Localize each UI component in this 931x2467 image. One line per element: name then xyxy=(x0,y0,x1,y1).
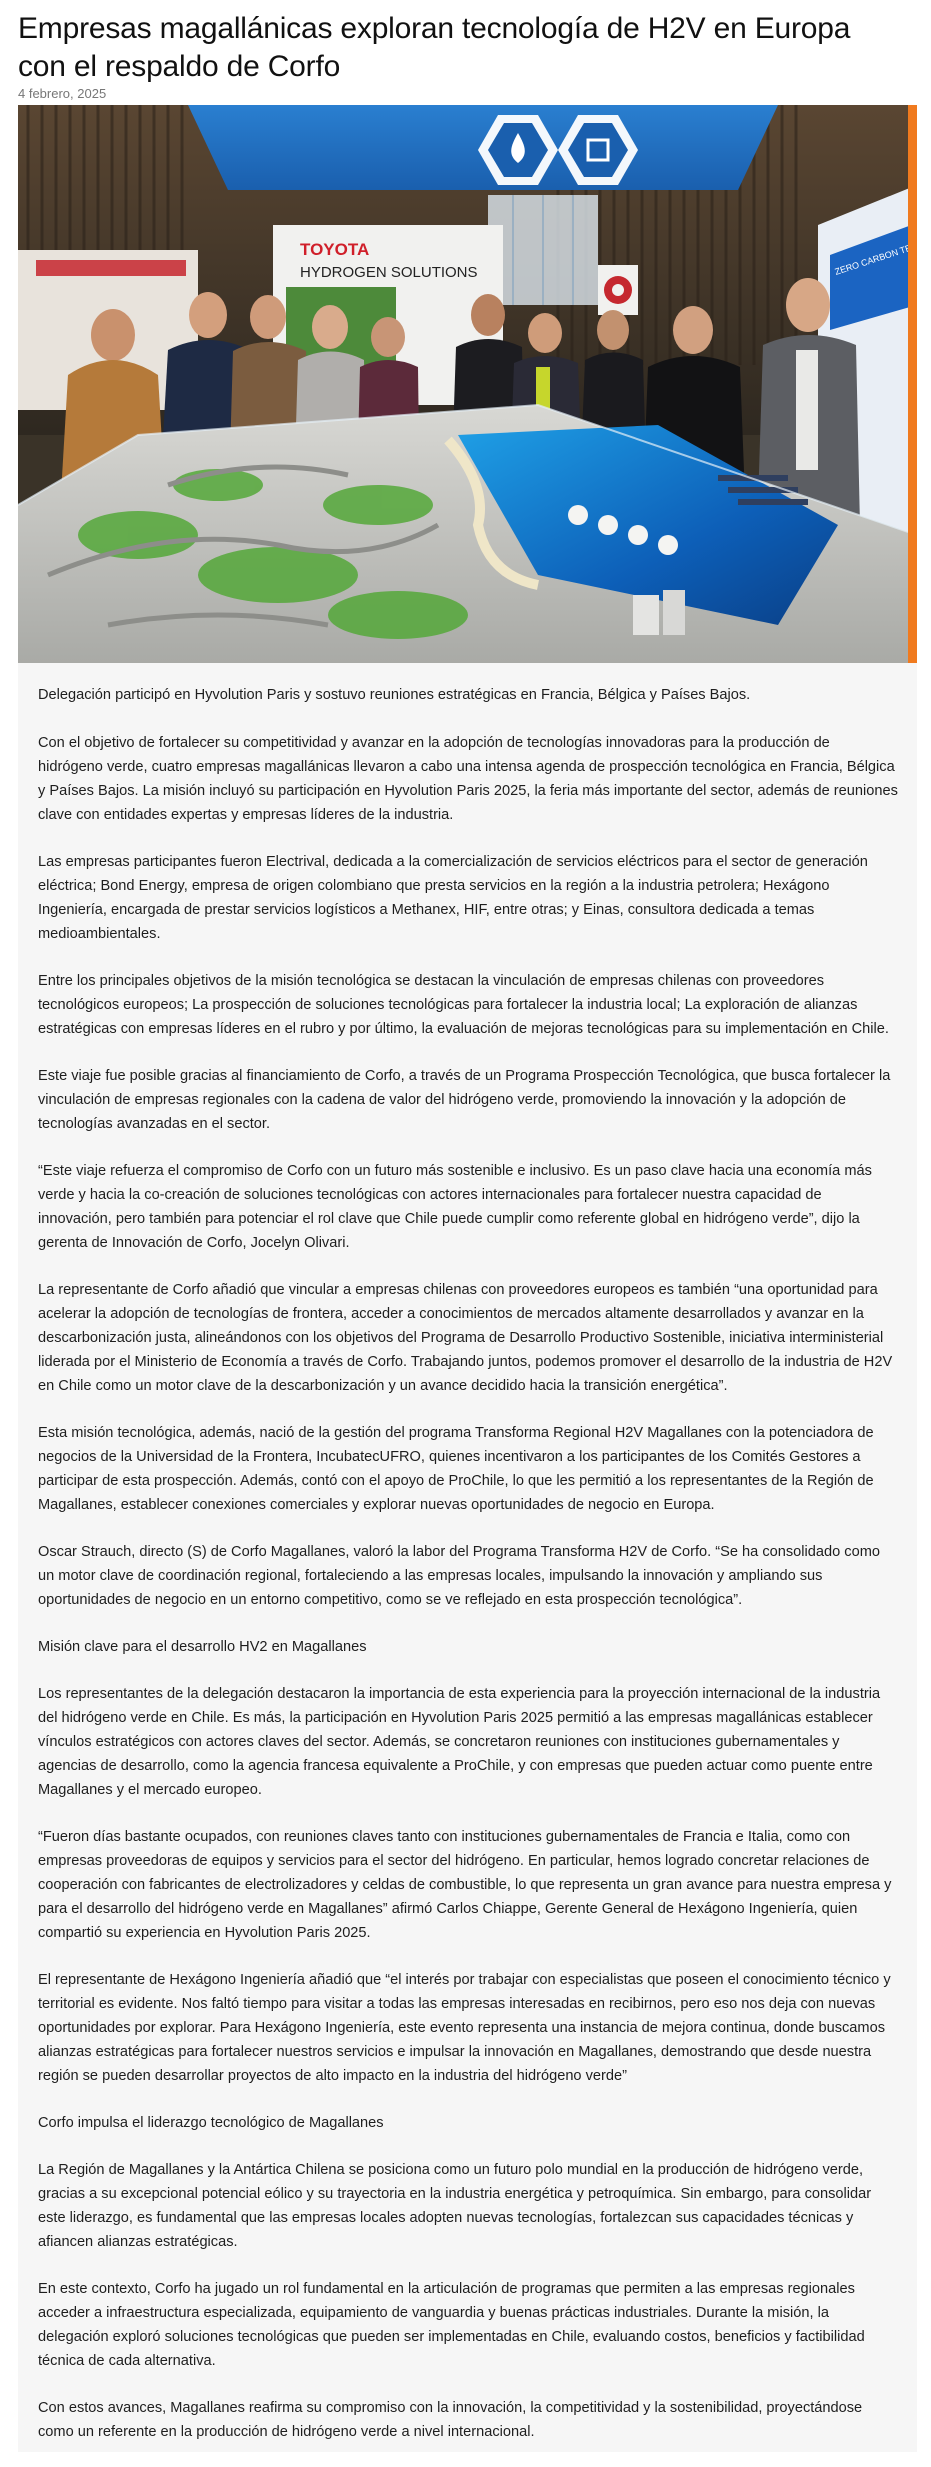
section-heading: Misión clave para el desarrollo HV2 en Magallanes xyxy=(38,1639,367,1655)
article-paragraph: Las empresas participantes fueron Electrival, dedicada a la comercialización de servicios eléctricos para el sector de generación eléctrica; Bond Energy, empresa de origen colombiano que presta servicios en la región a la industria petrolera; Hexágono Ingeniería, encargada de prestar servicios logísticos a Methanex, HIF, entre otras; y Einas, consultora dedicada a temas medioambientales. xyxy=(38,854,868,942)
article-paragraph: En este contexto, Corfo ha jugado un rol fundamental en la articulación de programas que permiten a las empresas regionales acceder a infraestructura especializada, equipamiento de vanguardia y buenas prácticas industriales. Durante la misión, la delegación exploró soluciones tecnológicas que pueden ser implementadas en Chile, evaluando costos, beneficios y factibilidad técnica de cada alternativa. xyxy=(38,2281,865,2369)
article-date: 4 febrero, 2025 xyxy=(18,86,107,101)
article-paragraph: Los representantes de la delegación destacaron la importancia de esta experiencia para la proyección internacional de la industria del hidrógeno verde en Chile. Es más, la participación en Hyvolution Paris 2025 permitió a las empresas magallánicas establecer vínculos estratégicos con actores claves del sector. Además, se concretaron reuniones con instituciones gubernamentales y agencias de desarrollo, como la agencia francesa equivalente a ProChile, y con empresas que pueden actuar como puente entre Magallanes y el mercado europeo. xyxy=(38,1686,881,1798)
article-title: Empresas magallánicas exploran tecnología de H2V en Europa con el respaldo de Corfo xyxy=(18,12,851,83)
article-paragraph: Con el objetivo de fortalecer su competitividad y avanzar en la adopción de tecnologías innovadoras para la producción de hidrógeno verde, cuatro empresas magallánicas llevaron a cabo una intensa agenda de prospección tecnológica en Francia, Bélgica y Países Bajos. La misión incluyó su participación en Hyvolution Paris 2025, la feria más importante del sector, además de reuniones clave con entidades expertas y empresas líderes de la industria. xyxy=(38,735,898,823)
article-paragraph: “Fueron días bastante ocupados, con reuniones claves tanto con instituciones gubernamentales de Francia e Italia, como con empresas proveedoras de equipos y servicios para el sector del hidrógeno. En particular, hemos logrado concretar relaciones de cooperación con fabricantes de electrolizadores y celdas de combustible, lo que representa un gran avance para nuestra empresa y para el desarrollo del hidrógeno verde en Magallanes” afirmó Carlos Chiappe, Gerente General de Hexágono Ingeniería, quien compartió su experiencia en Hyvolution Paris 2025. xyxy=(38,1829,892,1941)
article-paragraph: El representante de Hexágono Ingeniería añadió que “el interés por trabajar con especialistas que poseen el conocimiento técnico y territorial es evidente. Nos faltó tiempo para visitar a todas las empresas interesadas en recibirnos, pero eso nos deja con nuevas oportunidades por explorar. Para Hexágono Ingeniería, este evento representa una instancia de mejora continua, donde buscamos alianzas estratégicas para fortalecer nuestros servicios e impulsar la innovación en Magallanes, demostrando que desde nuestra región se pueden desarrollar proyectos de alto impacto en la industria del hidrógeno verde” xyxy=(38,1972,891,2084)
article-paragraph: Con estos avances, Magallanes reafirma su compromiso con la innovación, la competitividad y la sostenibilidad, proyectándose como un referente en la producción de hidrógeno verde a nivel internacional. xyxy=(38,2400,863,2440)
article-paragraph: Este viaje fue posible gracias al financiamiento de Corfo, a través de un Programa Prospección Tecnológica, que busca fortalecer la vinculación de empresas regionales con la cadena de valor del hidrógeno verde, promoviendo la innovación y la adopción de tecnologías avanzadas en el sector. xyxy=(38,1068,891,1132)
expo-photo-illustration xyxy=(18,105,917,663)
article-paragraph: La representante de Corfo añadió que vincular a empresas chilenas con proveedores europeos es también “una oportunidad para acelerar la adopción de tecnologías de frontera, acceder a conocimientos de mercados altamente desarrollados y avanzar en la descarbonización justa, alineándonos con los objetivos del Programa de Desarrollo Productivo Sostenible, iniciativa interministerial liderada por el Ministerio de Economía a través de Corfo. Trabajando juntos, podemos promover el desarrollo de la industria de H2V en Chile como un motor clave de la descarbonización y un avance decidido hacia la transición energética”. xyxy=(38,1282,893,1394)
article-paragraph: La Región de Magallanes y la Antártica Chilena se posiciona como un futuro polo mundial en la producción de hidrógeno verde, gracias a su excepcional potencial eólico y su trayectoria en la industria energética y petroquímica. Sin embargo, para consolidar este liderazgo, es fundamental que las empresas locales adopten nuevas tecnologías, fortalezcan sus capacidades técnicas y afiancen alianzas estratégicas. xyxy=(38,2162,872,2250)
article-paragraph: Entre los principales objetivos de la misión tecnológica se destacan la vinculación de empresas chilenas con proveedores tecnológicos europeos; La prospección de soluciones tecnológicas para fortalecer la industria local; La exploración de alianzas estratégicas con empresas líderes en el rubro y por último, la evaluación de mejoras tecnológicas para su implementación en Chile. xyxy=(38,973,889,1037)
article-paragraph: Esta misión tecnológica, además, nació de la gestión del programa Transforma Regional H2V Magallanes con la potenciadora de negocios de la Universidad de la Frontera, IncubatecUFRO, quienes incentivaron a los participantes de los Comités Gestores a participar de esta prospección. Además, contó con el apoyo de ProChile, lo que les permitió a los representantes de la Región de Magallanes, establecer conexiones comerciales y explorar nuevas oportunidades de negocio en Europa. xyxy=(38,1425,874,1513)
toyota-sign-brand: TOYOTA xyxy=(300,240,370,259)
hero-accent-bar xyxy=(908,105,917,663)
hero-image xyxy=(18,105,917,663)
toyota-sign-text: HYDROGEN SOLUTIONS xyxy=(300,264,478,281)
section-heading: Corfo impulsa el liderazgo tecnológico de Magallanes xyxy=(38,2115,384,2131)
article-lead: Delegación participó en Hyvolution Paris y sostuvo reuniones estratégicas en Francia, Bélgica y Países Bajos. xyxy=(38,687,751,703)
article-paragraph: Oscar Strauch, directo (S) de Corfo Magallanes, valoró la labor del Programa Transforma H2V de Corfo. “Se ha consolidado como un motor clave de coordinación regional, fortaleciendo a las empresas locales, impulsando la innovación y ampliando sus oportunidades de negocio en un entorno competitivo, como se ve reflejado en esta prospección tecnológica”. xyxy=(38,1544,880,1608)
article-body xyxy=(38,683,898,2467)
article-paragraph: “Este viaje refuerza el compromiso de Corfo con un futuro más sostenible e inclusivo. Es un paso clave hacia una economía más verde y hacia la co-creación de soluciones tecnológicas con actores internacionales para fortalecer nuestra capacidad de innovación, pero también para potenciar el rol clave que Chile puede cumplir como referente global en hidrógeno verde”, dijo la gerenta de Innovación de Corfo, Jocelyn Olivari. xyxy=(38,1163,872,1251)
